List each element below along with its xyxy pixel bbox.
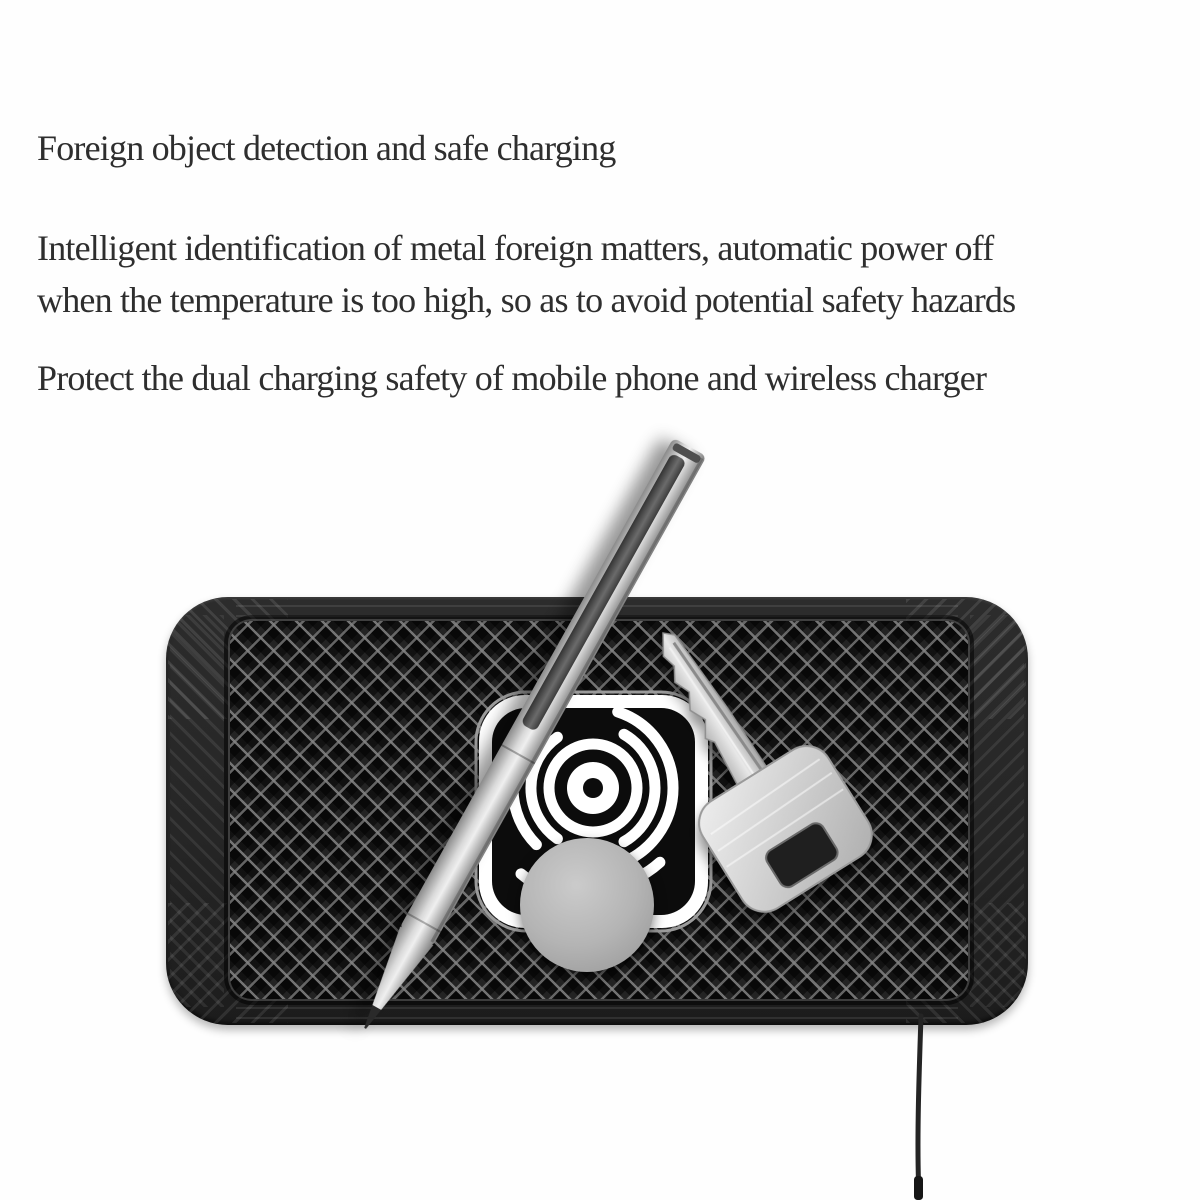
feature-para-protect: Protect the dual charging safety of mobile phone and wireless charger <box>37 358 987 398</box>
pad-edge-ridges <box>170 615 224 1007</box>
pad-edge-grooves <box>236 1002 958 1022</box>
feature-heading: Foreign object detection and safe charging <box>37 128 616 168</box>
charging-cable <box>914 1016 923 1200</box>
charging-pad-mat <box>166 597 1028 1025</box>
feature-para-safety-line1: Intelligent identification of metal foreign matters, automatic power off <box>37 228 994 268</box>
cable-connector <box>914 1176 923 1200</box>
pad-edge-ridges <box>970 615 1024 1007</box>
feature-para-safety-line2: when the temperature is too high, so as to avoid potential safety hazards <box>37 280 1016 320</box>
pad-edge-grooves <box>236 600 958 620</box>
pen-cap-top <box>672 442 702 464</box>
pad-diamond-texture <box>230 621 968 999</box>
feature-para-safety <box>37 222 1200 326</box>
cable-wire <box>918 1016 921 1182</box>
